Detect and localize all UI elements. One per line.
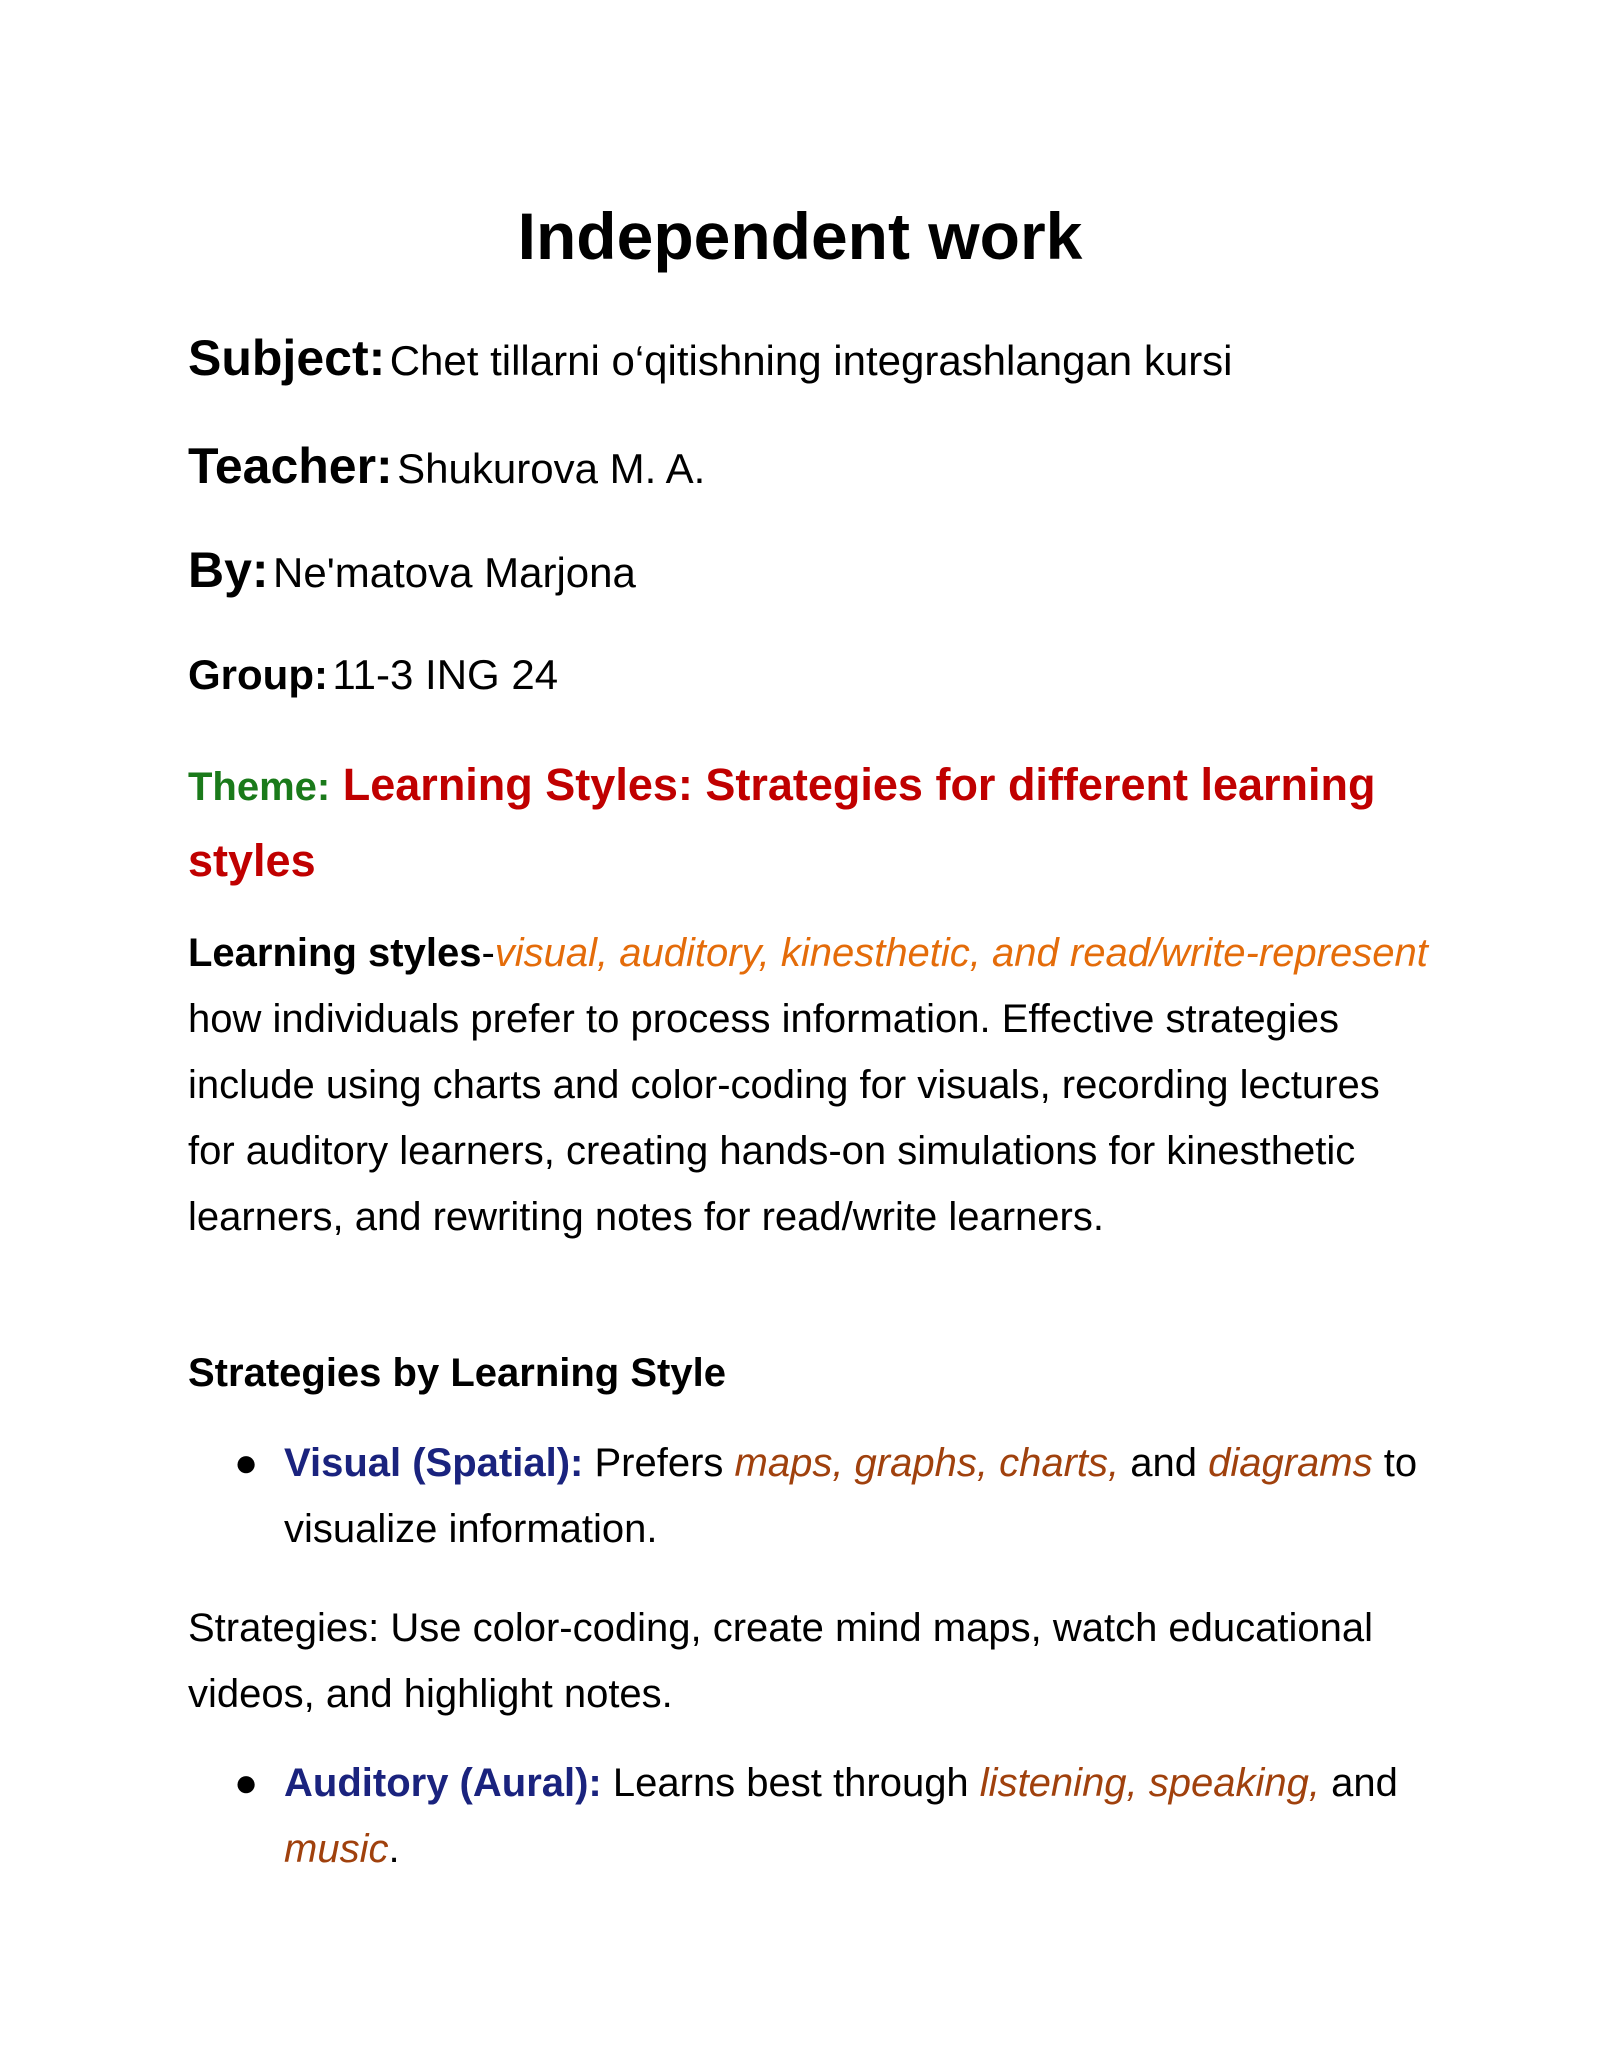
style-text: to visualize information.: [284, 1441, 1418, 1551]
by-label: By:: [188, 542, 269, 598]
style-example: music: [284, 1827, 389, 1871]
style-example: maps, graphs, charts,: [734, 1441, 1120, 1485]
intro-highlight: visual, auditory, kinesthetic, and read/write-represent: [494, 931, 1428, 975]
bullet-icon: ●: [234, 1441, 259, 1485]
style-label: Visual (Spatial):: [284, 1441, 584, 1485]
subject-label: Subject:: [188, 330, 386, 386]
theme-label: Theme:: [188, 765, 331, 809]
by-field: [188, 540, 636, 613]
by-value: Ne'matova Marjona: [273, 549, 636, 596]
style-item-visual: [234, 1430, 1424, 1562]
intro-dash: -: [481, 931, 495, 975]
teacher-label: Teacher:: [188, 438, 393, 494]
group-field: [188, 645, 558, 715]
style-example: listening, speaking,: [979, 1761, 1321, 1805]
style-text: Prefers: [583, 1441, 735, 1485]
bullet-icon: ●: [234, 1761, 259, 1805]
group-label: Group:: [188, 651, 328, 698]
section-heading: Strategies by Learning Style: [188, 1351, 726, 1395]
subject-field: [188, 328, 1233, 401]
subject-value: Chet tillarni o‘qitishning integrashlangan kursi: [389, 337, 1233, 384]
theme-value: Learning Styles: Strategies for different learning styles: [188, 759, 1376, 886]
intro-text: how individuals prefer to process information. Effective strategies include using charts and color-coding for visuals, recording lectures for auditory learners, creating hands-on simulations for kinesthetic learners, and rewriting notes for read/write learners.: [188, 997, 1380, 1239]
teacher-value: Shukurova M. A.: [397, 445, 706, 492]
intro-term: Learning styles: [188, 931, 482, 975]
teacher-field: [188, 436, 705, 509]
style-text: and: [1320, 1761, 1398, 1805]
document-title: Independent work: [517, 199, 1083, 273]
theme-field: [188, 748, 1418, 898]
style-text: .: [388, 1827, 400, 1871]
group-value: 11-3 ING 24: [332, 651, 559, 698]
visual-strategies: Strategies: Use color-coding, create mind maps, watch educational videos, and highlight notes.: [188, 1606, 1374, 1716]
style-label: Auditory (Aural):: [284, 1761, 602, 1805]
style-example: diagrams: [1208, 1441, 1373, 1485]
style-text: and: [1119, 1441, 1209, 1485]
intro-paragraph: [188, 920, 1428, 1250]
style-text: Learns best through: [601, 1761, 980, 1805]
style-item-auditory: [234, 1750, 1424, 1882]
